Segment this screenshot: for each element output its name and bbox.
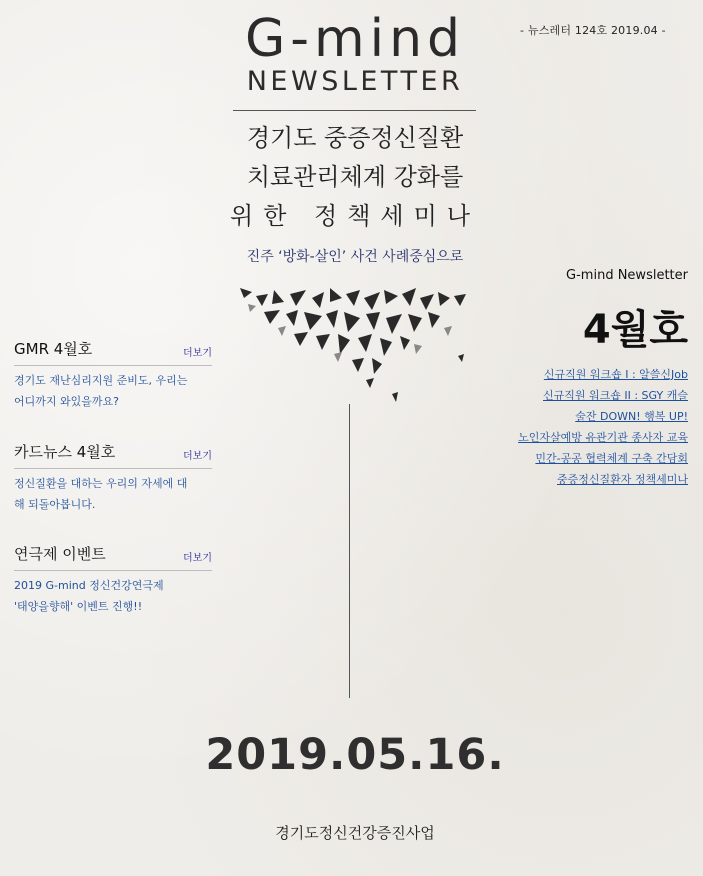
section-header [14,441,212,469]
shattered-triangles-graphic [234,284,474,414]
article-link[interactable]: 민간-공공 협력체계 구축 간담회 [535,452,688,465]
issue-line: - 뉴스레터 124호 2019.04 - [520,24,666,37]
more-link[interactable]: 더보기 [183,451,212,462]
section-title: GMR 4월호 [14,340,93,358]
headline-subtitle: 진주 ‘방화-살인’ 사건 사례중심으로 [246,249,464,265]
section-description[interactable] [14,370,212,412]
description-line: 정신질환을 대하는 우리의 자세에 대 [14,477,188,490]
article-link[interactable]: 신규직원 워크숍 I : 알쓸신Job [543,368,688,381]
article-link[interactable]: 신규직원 워크숍 II : SGY 캐슬 [543,389,688,402]
masthead-subtitle: NEWSLETTER [246,66,464,97]
headline-line-3: 위한 정책세미나 [230,202,480,230]
newsletter-month: 4월호 [582,307,688,353]
headline-line-1: 경기도 중증정신질환 [246,124,464,152]
section-description[interactable] [14,473,212,515]
section-description[interactable] [14,575,212,617]
newsletter-label: G-mind Newsletter [566,268,688,283]
event-date: 2019.05.16. [205,730,505,780]
article-link-list [470,364,688,490]
left-section-gmr [14,338,212,412]
article-link[interactable]: 노인자살예방 유관기관 종사자 교육 [518,431,688,444]
section-title: 연극제 이벤트 [14,545,106,563]
description-line: 해 되돌아봅니다. [14,498,96,511]
headline-line-2: 치료관리체계 강화를 [246,163,464,191]
vertical-divider [349,404,350,698]
section-header [14,543,212,571]
article-link[interactable]: 중증정신질환자 정책세미나 [556,473,688,486]
more-link[interactable]: 더보기 [183,348,212,359]
more-link[interactable]: 더보기 [183,553,212,564]
section-title: 카드뉴스 4월호 [14,443,116,461]
article-link[interactable]: 술잔 DOWN! 행복 UP! [575,410,688,423]
event-organizer: 경기도정신건강증진사업 [275,824,435,842]
masthead-divider [233,110,476,111]
description-line: 2019 G-mind 정신건강연극제 [14,579,164,592]
left-section-theater-event [14,543,212,617]
description-line: 어디까지 와있을까요? [14,395,119,408]
description-line: 경기도 재난심리지원 준비도, 우리는 [14,374,188,387]
masthead-brand: G-mind [244,9,466,69]
section-header [14,338,212,366]
description-line: '태양을향해' 이벤트 진행!! [14,600,143,613]
left-section-card-news [14,441,212,515]
